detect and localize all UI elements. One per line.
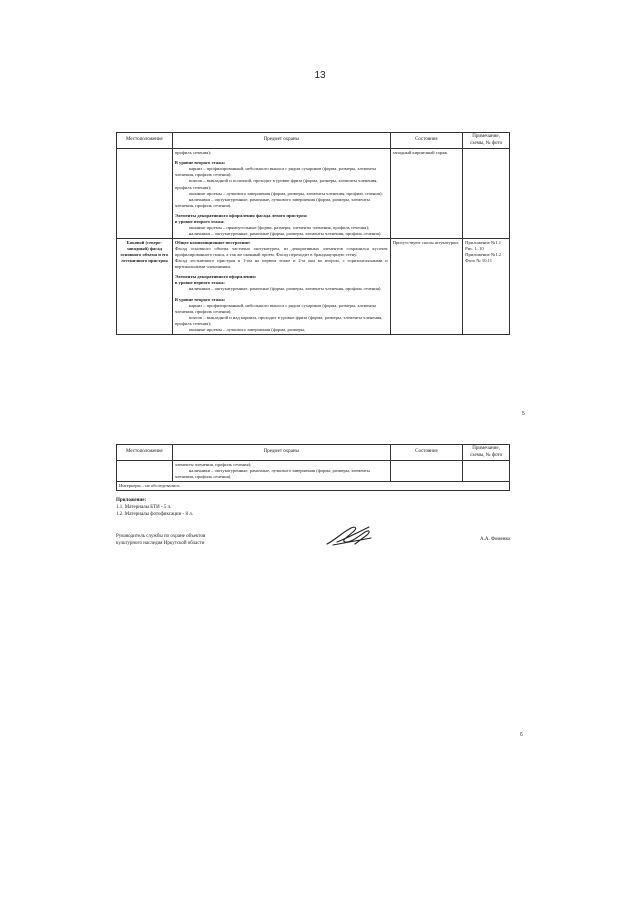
- text-line: карниз – профилированный, небольшого выноса с рядом сухариков (форма, размеры, элементы членения, профиль сечения);: [174, 166, 377, 178]
- table-row: [117, 461, 510, 482]
- text-line: наличники – оштукатуренные, рамочные (форма, размеры, элементы членения, профиль сечения).: [188, 230, 382, 236]
- note-line: Фото № 10,11: [465, 258, 493, 264]
- page-number: 13: [314, 70, 326, 81]
- cell-subject: [172, 149, 390, 239]
- note-line: Приложение №1.1: [465, 240, 502, 245]
- header-note: Примечание, схемы, № фото: [463, 133, 510, 149]
- cell-state: западный кирпичный гараж.: [390, 149, 463, 239]
- attachment-item: 1.2. Материалы фотофиксации - 8 л.: [116, 512, 193, 517]
- cell-note: [463, 149, 510, 239]
- cell-note: [463, 239, 510, 335]
- cell-state: Присутствуют сколы штукатурки.: [390, 239, 463, 335]
- text-line: В уровне второго этажа:: [174, 160, 226, 166]
- text-line: поясок – выкладной и над карниза, проходит в уровне фриза (форма, размеры, элементы членения, профиль сечения);: [174, 314, 383, 326]
- text-line: оконные проемы – лучкового завершения (форма, размеры,: [188, 326, 306, 332]
- header-location: Местоположение: [117, 445, 173, 461]
- margin-page-number: 6: [520, 732, 523, 738]
- header-state: Состояние: [390, 445, 462, 461]
- signature-image: [325, 522, 375, 548]
- cell-state: [390, 461, 462, 482]
- cell-location: Боковой (северо-западный) фасад основного объема и его лестничного пристроя: [117, 239, 173, 335]
- text-line: в уровне первого этажа:: [174, 280, 225, 286]
- signer-org-line: культурного наследия Иркутской области: [116, 541, 205, 546]
- text-line: наличники – оштукатуренные, рамочные, лучкового завершения (форма, размеры, элементы членения, профиль сечения).: [174, 468, 370, 480]
- cell-location: [117, 149, 173, 239]
- cell-subject: [172, 239, 390, 335]
- attachments-title: Приложение:: [116, 498, 147, 503]
- text-line: Элементы декоративного оформления фасада левого пристроя:: [174, 212, 308, 218]
- note-line: Приложение №1.2: [465, 252, 502, 258]
- margin-page-number: 5: [522, 411, 525, 417]
- table-row: [117, 149, 510, 239]
- attachment-item: 1.1. Материалы БТИ - 5 л.: [116, 505, 172, 510]
- cell-interiors: Интерьеры – не обследовались.: [117, 482, 510, 491]
- text-line: Общее композиционное построение:: [174, 240, 251, 245]
- header-location: Местоположение: [117, 133, 173, 149]
- text-line: В уровне второго этажа:: [174, 296, 226, 302]
- signer-name: А.А. Фоменко: [480, 537, 511, 542]
- signer-org-line: Руководитель службы по охране объектов: [116, 534, 206, 539]
- text-line: поясок – выкладной и полочкой, проходит в уровне фриза (форма, размеры, элементы членения, профиль сечения);: [174, 178, 378, 190]
- protection-table-2: [116, 444, 510, 491]
- text-line: Фасад основного объема частично оштукатурен, из декоративных элементов сохранился кусочек профилированного пояса, а так же оконный проем. Фасад переходит в брандмауэрную стену.: [174, 246, 388, 258]
- table-header-row: [117, 133, 510, 149]
- text-line: Элементы декоративного оформления:: [174, 274, 257, 280]
- protection-table-1: [116, 132, 510, 335]
- text-line: наличники – оштукатуренные, рамочные (форма, размеры, элементы членения, профиль сечения).: [188, 286, 382, 292]
- cell-note: [463, 461, 510, 482]
- text-line: оконные проемы – лучкового завершения (форма, размеры, элементы членения, профиль сечения);: [188, 190, 383, 196]
- header-state: Состояние: [390, 133, 463, 149]
- note-line: Рис. 1–10: [465, 246, 484, 252]
- table-row: [117, 482, 510, 491]
- header-subject: Предмет охраны: [172, 133, 390, 149]
- signer-organization: [116, 533, 205, 547]
- text-line: карниз – профилированный, небольшого выноса с рядом сухариков (форма, размеры, элементы членения, профиль сечения);: [174, 302, 377, 314]
- text-line: оконные проемы – прямоугольные (форма, размеры, элементы членения, профиль сечения);: [188, 224, 370, 230]
- table-header-row: [117, 445, 510, 461]
- cell-subject: [172, 461, 390, 482]
- attachments: [116, 497, 193, 518]
- cell-location: [117, 461, 173, 482]
- header-subject: Предмет охраны: [172, 445, 390, 461]
- text-line: Фасад лестничного пристроя в 1-ом на первом этаже и 2-м окн во втором, с горизонтальными и вертикальными членениями.: [174, 258, 388, 270]
- text-line: элементы членения, профиль сечения);: [174, 462, 252, 468]
- header-note: Примечание, схемы, № фото: [463, 445, 510, 461]
- text-line: наличники – оштукатуренные, рамочные, лучкового завершения (форма, размеры, элементы членения, профиль сечения).: [174, 196, 370, 208]
- table-row: [117, 239, 510, 335]
- text-line: профиль сечения);: [174, 150, 212, 156]
- text-line: в уровне второго этажа:: [174, 218, 225, 224]
